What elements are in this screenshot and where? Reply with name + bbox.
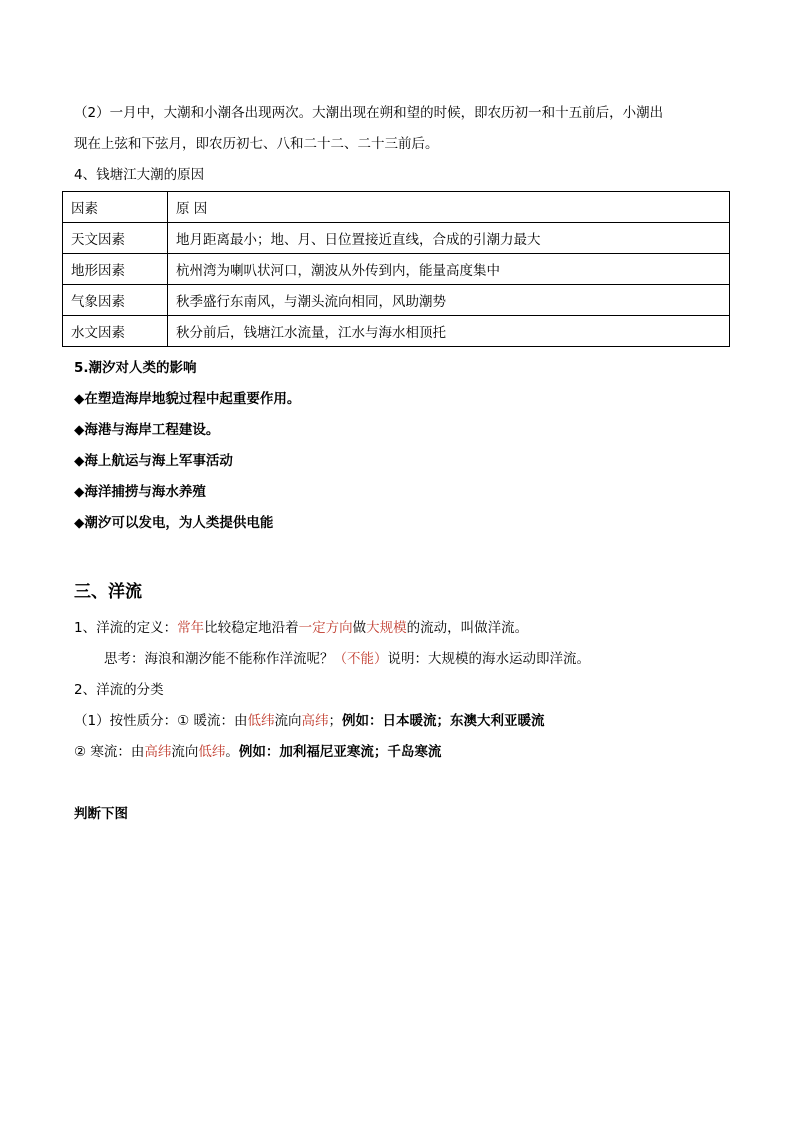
table-header-row [63,192,730,223]
qiantang-tide-reasons-table [62,191,730,347]
impact-item: ◆海上航运与海上军事活动 [74,453,233,469]
table-cell-factor: 天文因素 [63,223,168,254]
impact-item: ◆海港与海岸工程建设。 [74,422,220,438]
section-5-title: 5.潮汐对人类的影响 [74,360,197,376]
tide-paragraph-line-1: （2）一月中，大潮和小潮各出现两次。大潮出现在朔和望的时候，即农历初一和十五前后，小潮出 [74,105,664,121]
table-cell-reason: 秋分前后，钱塘江水流量，江水与海水相顶托 [168,316,730,347]
table-cell-factor: 地形因素 [63,254,168,285]
definition-text: 做 [352,620,367,636]
cold-text: 流向 [171,744,199,760]
table-header-cell: 原 因 [168,192,730,223]
table-row [63,285,730,316]
highlight-term: 大规模 [366,620,407,636]
explanation-text: 说明：大规模的海水运动即洋流。 [387,651,590,667]
think-question [104,649,590,669]
table-row [63,223,730,254]
highlight-term: 高纬 [144,744,172,760]
warm-text: 流向 [274,713,302,729]
impact-item: ◆在塑造海岸地貌过程中起重要作用。 [74,391,301,407]
section-4-title: 4、钱塘江大潮的原因 [74,167,205,183]
cold-current-line [74,742,441,762]
warm-text: ； [328,713,342,729]
table-cell-factor: 水文因素 [63,316,168,347]
table-cell-reason: 杭州湾为喇叭状河口，潮波从外传到内，能量高度集中 [168,254,730,285]
section-3-heading: 三、洋流 [74,582,142,602]
ocean-current-definition [74,618,528,638]
warm-current-line [74,711,544,731]
table-cell-reason: 地月距离最小；地、月、日位置接近直线，合成的引潮力最大 [168,223,730,254]
judge-figure-prompt: 判断下图 [74,806,128,822]
highlight-term: 低纬 [247,713,275,729]
table-header-cell: 因素 [63,192,168,223]
highlight-term: 一定方向 [298,620,353,636]
impact-item: ◆潮汐可以发电，为人类提供电能 [74,515,274,531]
highlight-term: 低纬 [198,744,226,760]
question-text: 思考：海浪和潮汐能不能称作洋流呢？ [104,651,334,667]
impact-item: ◆海洋捕捞与海水养殖 [74,484,206,500]
classification-title: 2、洋流的分类 [74,682,164,698]
answer-text: （不能） [333,651,388,667]
warm-examples: 例如：日本暖流；东澳大利亚暖流 [341,713,545,729]
cold-prefix: ② 寒流：由 [74,744,145,760]
table-row [63,316,730,347]
table-cell-factor: 气象因素 [63,285,168,316]
cold-text: 。 [225,744,239,760]
warm-prefix: （1）按性质分：① 暖流：由 [74,713,248,729]
tide-paragraph-line-2: 现在上弦和下弦月，即农历初七、八和二十二、二十三前后。 [74,136,439,152]
highlight-term: 常年 [177,620,205,636]
cold-examples: 例如：加利福尼亚寒流；千岛寒流 [238,744,442,760]
definition-text: 的流动，叫做洋流。 [406,620,529,636]
definition-text: 比较稳定地沿着 [204,620,299,636]
definition-prefix: 1、洋流的定义： [74,620,178,636]
highlight-term: 高纬 [301,713,329,729]
table-row [63,254,730,285]
table-cell-reason: 秋季盛行东南风，与潮头流向相同，风助潮势 [168,285,730,316]
